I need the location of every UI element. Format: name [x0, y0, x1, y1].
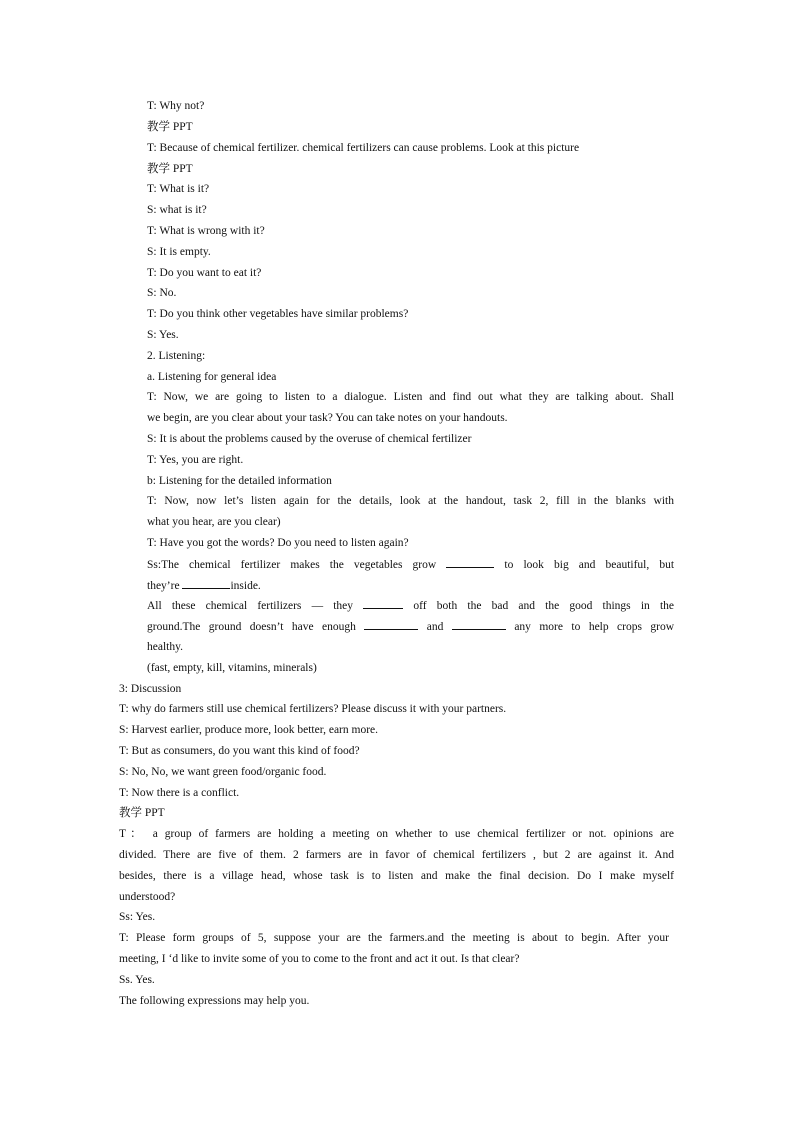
dialogue-line: T: Now there is a conflict. [119, 787, 240, 799]
dialogue-line: T: Because of chemical fertilizer. chemical fertilizers can cause problems. Look at this picture [147, 142, 580, 154]
blank-field [452, 618, 506, 630]
dialogue-line: meeting, I ‘d like to invite some of you to come to the front and act it out. Is that clear? [119, 953, 520, 965]
dialogue-line: T： a group of farmers are holding a meeting on whether to use chemical fertilizer or not. opinions are [119, 828, 674, 840]
dialogue-line: T: What is wrong with it? [147, 225, 265, 237]
ppt-note: 教学 PPT [147, 121, 193, 133]
ppt-note: 教学 PPT [147, 163, 193, 175]
dialogue-line: T: Do you want to eat it? [147, 267, 262, 279]
dialogue-line: S: No. [147, 287, 177, 299]
dialogue-line: S: Harvest earlier, produce more, look better, earn more. [119, 724, 379, 736]
blank-field [446, 556, 494, 568]
section-heading: 2. Listening: [147, 350, 206, 362]
blank-field [364, 618, 418, 630]
word-bank: (fast, empty, kill, vitamins, minerals) [147, 662, 317, 674]
section-heading: 3: Discussion [119, 683, 182, 695]
blank-field [363, 597, 403, 609]
blank-field [182, 577, 230, 589]
dialogue-line: besides, there is a village head, whose task is to listen and make the final decision. Do I make myself [119, 870, 674, 882]
ppt-note: 教学 PPT [119, 807, 165, 819]
dialogue-line: T: Please form groups of 5, suppose your are the farmers.and the meeting is about to begin. After your [119, 932, 669, 944]
dialogue-line: Ss. Yes. [119, 974, 155, 986]
fill-in-line: All these chemical fertilizers — they off both the bad and the good things in the [147, 597, 674, 613]
fill-in-line: they’re inside. [147, 577, 261, 593]
dialogue-line: T: Do you think other vegetables have similar problems? [147, 308, 409, 320]
dialogue-line: S: It is empty. [147, 246, 211, 258]
dialogue-line: The following expressions may help you. [119, 995, 310, 1007]
dialogue-line: T: Why not? [147, 100, 205, 112]
fill-in-line: ground.The ground doesn’t have enough and any more to help crops grow [147, 618, 674, 634]
dialogue-line: S: It is about the problems caused by the overuse of chemical fertilizer [147, 433, 472, 445]
dialogue-line: T: Now, now let’s listen again for the details, look at the handout, task 2, fill in the blanks with [147, 495, 674, 507]
subsection-heading: b: Listening for the detailed information [147, 475, 332, 487]
fill-in-line: Ss:The chemical fertilizer makes the vegetables grow to look big and beautiful, but [147, 556, 674, 572]
dialogue-line: T: Yes, you are right. [147, 454, 244, 466]
dialogue-line: T: But as consumers, do you want this kind of food? [119, 745, 360, 757]
subsection-heading: a. Listening for general idea [147, 371, 277, 383]
dialogue-line: Ss: Yes. [119, 911, 156, 923]
dialogue-line: T: Now, we are going to listen to a dialogue. Listen and find out what they are talking about. Shall [147, 391, 674, 403]
dialogue-line: T: Have you got the words? Do you need to listen again? [147, 537, 409, 549]
dialogue-line: T: What is it? [147, 183, 210, 195]
dialogue-line: understood? [119, 891, 176, 903]
dialogue-line: divided. There are five of them. 2 farmers are in favor of chemical fertilizers , but 2 are against it. And [119, 849, 674, 861]
dialogue-line: S: No, No, we want green food/organic food. [119, 766, 327, 778]
fill-in-line: healthy. [147, 641, 183, 653]
dialogue-line: we begin, are you clear about your task? You can take notes on your handouts. [147, 412, 508, 424]
dialogue-line: T: why do farmers still use chemical fertilizers? Please discuss it with your partners. [119, 703, 507, 715]
dialogue-line: S: Yes. [147, 329, 179, 341]
dialogue-line: S: what is it? [147, 204, 207, 216]
dialogue-line: what you hear, are you clear) [147, 516, 281, 528]
